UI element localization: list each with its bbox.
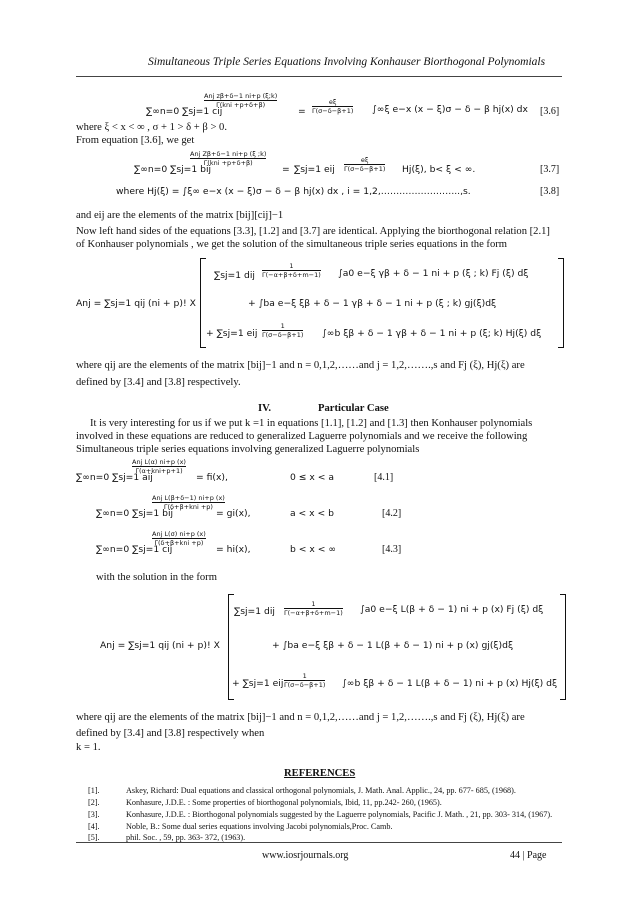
para3-line2: involved in these equations are reduced to generalized Laguerre polynomials and we receive the following [76, 431, 528, 442]
para4-line2: defined by [3.4] and [3.8] respectively when [76, 728, 265, 739]
references-heading: REFERENCES [284, 768, 356, 779]
reference-number: [5]. [88, 833, 100, 842]
eq43-numerator: Anj L(σ) ni+p (x) [152, 530, 206, 538]
eq36-integral: ∫∞ξ e−x (x − ξ)σ − δ − β hj(x) dx [372, 104, 528, 115]
where-line-1: where ξ < x < ∞ , σ + 1 > δ + β > 0. [76, 122, 228, 133]
eq36-rhs-denominator: Γ(σ−δ−β+1) [312, 107, 354, 115]
footer-rule [76, 842, 562, 843]
sol1-row2: + ∫ba e−ξ ξβ + δ − 1 γβ + δ − 1 ni + p (ξ ; k) gj(ξ)dξ [248, 298, 497, 309]
para1-line3: of Konhauser polynomials , we get the solution of the simultaneous triple series equations in the form [76, 239, 508, 250]
eq36-fraction [204, 92, 277, 109]
sol1-row3-integral: ∫∞b ξβ + δ − 1 γβ + δ − 1 ni + p (ξ; k) Hj(ξ) dξ [322, 328, 542, 339]
reference-text: Askey, Richard: Dual equations and classical orthogonal polynomials, J. Math. Anal. Applic., 24, pp. 677- 685, (1968). [126, 786, 516, 795]
eq36-rhs-numerator: eξ [328, 98, 337, 106]
sol2-row1-integral: ∫a0 e−ξ L(β + δ − 1) ni + p (x) Fj (ξ) dξ [360, 604, 544, 615]
reference-text: Noble, B.: Some dual series equations involving Jacobi polynomials,Proc. Camb. [126, 822, 393, 831]
eq41-denominator: Γ(α+kni+p+1) [135, 467, 183, 475]
eq42-condition: a < x < b [290, 508, 334, 519]
sol2-row2: + ∫ba e−ξ ξβ + δ − 1 L(β + δ − 1) ni + p (x) gj(ξ)dξ [272, 640, 514, 651]
sol1-row3-denominator: Γ(σ−δ−β+1) [262, 331, 304, 339]
para3-line1: It is very interesting for us if we put k =1 in equations [1.1], [1.2] and [1.3] then Konhauser polynomials [90, 418, 533, 429]
sol2-row3-numerator: 1 [302, 672, 307, 680]
eq37-sum: ∑∞n=0 ∑sj=1 bij [134, 164, 212, 175]
reference-text: Konhasure, J.D.E. : Biorthogonal polynomials suggested by the Laguerre polynomials, Pacific J. Math. , 21, pp. 303- 314, (1967). [126, 810, 553, 819]
para3-line3: Simultaneous triple series equations involving generalized Laguerre polynomials [76, 444, 420, 455]
reference-text: Konhasure, J.D.E. : Some properties of biorthogonal polynomials, Ibid, 11, pp.242- 260, (1965). [126, 798, 442, 807]
sol2-row3-fraction [284, 672, 325, 689]
eq37-numerator: Anj Zβ+δ−1 ni+p (ξ ;k) [190, 150, 267, 158]
eq42-rhs: = gi(x), [216, 508, 251, 519]
eq37-rhs-sum: ∑sj=1 eij [294, 164, 335, 175]
eq43-sum: ∑∞n=0 ∑sj=1 cij [96, 544, 173, 555]
eq41-tag: [4.1] [374, 472, 394, 483]
sol1-row3-fraction [262, 322, 303, 339]
sol2-row1-sum: ∑sj=1 dij [234, 606, 275, 617]
from-line: From equation [3.6], we get [76, 135, 195, 146]
reference-text: phil. Soc. , 59, pp. 363- 372, (1963). [126, 833, 246, 842]
eq37-denominator: Γ(kni +p+δ+β) [203, 159, 253, 167]
para1-line2: Now left hand sides of the equations [3.3], [1.2] and [3.7] are identical. Applying the biorthogonal relation [2.1] [76, 226, 550, 237]
eq38-text: where Hj(ξ) = ∫ξ∞ e−x (x − ξ)σ − δ − β hj(x) dx , i = 1,2,……………………..,s. [116, 186, 471, 197]
eq42-denominator: Γ(δ+β+kni +p) [163, 503, 213, 511]
eq37-rhs-numerator: eξ [360, 156, 369, 164]
eq43-condition: b < x < ∞ [290, 544, 337, 555]
para2-line2: defined by [3.4] and [3.8] respectively. [76, 377, 241, 388]
para2-line1: where qij are the elements of the matrix [bij]−1 and n = 0,1,2,……and j = 1,2,…….,s and Fj (ξ), Hj(ξ) are [76, 360, 525, 371]
sol2-row1-numerator: 1 [311, 600, 316, 608]
footer-url[interactable]: www.iosrjournals.org [262, 850, 349, 861]
eq37-rhs-denominator: Γ(σ−δ−β+1) [344, 165, 386, 173]
eq42-fraction [152, 494, 225, 511]
right-bracket [560, 594, 566, 700]
sol2-lhs: Anj = ∑sj=1 qij (ni + p)! X [100, 640, 220, 651]
sol2-row1-fraction [284, 600, 343, 617]
sol2-row1-denominator: Γ(−α+β+δ+m−1) [284, 609, 343, 617]
eq42-tag: [4.2] [382, 508, 402, 519]
reference-number: [3]. [88, 810, 100, 819]
page-number: 44 | Page [510, 850, 547, 861]
eq41-rhs: = fi(x), [196, 472, 228, 483]
eq36-tag: [3.6] [540, 106, 560, 117]
sol1-row1-denominator: Γ(−α+β+δ+m−1) [262, 271, 321, 279]
sol2-row3-denominator: Γ(σ−δ−β+1) [284, 681, 326, 689]
eq37-rhs-fraction [344, 156, 385, 173]
eq41-numerator: Anj L(α) ni+p (x) [132, 458, 186, 466]
reference-number: [2]. [88, 798, 100, 807]
sol1-lhs: Anj = ∑sj=1 qij (ni + p)! X [76, 298, 196, 309]
sol1-row1-fraction [262, 262, 321, 279]
sol2-row3-sum: + ∑sj=1 eij [232, 678, 284, 689]
eq36-equals: = [298, 106, 306, 117]
sol1-row3-numerator: 1 [280, 322, 285, 330]
eq37-fraction [190, 150, 266, 167]
section-title: Particular Case [318, 403, 389, 414]
eq43-denominator: Γ(δ+β+kni +p) [154, 539, 204, 547]
eq36-rhs-fraction [312, 98, 353, 115]
reference-number: [1]. [88, 786, 100, 795]
eq36-denominator: Γ(kni +p+δ+β) [216, 101, 266, 109]
para4-line1: where qij are the elements of the matrix [bij]−1 and n = 0,1,2,……and j = 1,2,…….,s and Fj (ξ), Hj(ξ) are [76, 712, 525, 723]
eq41-sum: ∑∞n=0 ∑sj=1 aij [76, 472, 153, 483]
right-bracket [558, 258, 564, 348]
eq42-numerator: Anj L(β+δ−1) ni+p (x) [152, 494, 225, 502]
eq37-equals: = [282, 164, 290, 175]
eq36-numerator: Anj zβ+δ−1 ni+p (ξ;k) [204, 92, 278, 100]
sol1-row1-integral: ∫a0 e−ξ γβ + δ − 1 ni + p (ξ ; k) Fj (ξ) dξ [338, 268, 529, 279]
para1-line1: and eij are the elements of the matrix [bij][cij]−1 [76, 210, 284, 221]
eq37-tail: Hj(ξ), b< ξ < ∞. [402, 164, 476, 175]
eq41-fraction [132, 458, 186, 475]
section-number: IV. [258, 403, 272, 414]
sol1-row1-sum: ∑sj=1 dij [214, 270, 255, 281]
running-title: Simultaneous Triple Series Equations Involving Konhauser Biorthogonal Polynomials [148, 56, 546, 68]
sol1-row3-sum: + ∑sj=1 eij [206, 328, 258, 339]
sol1-row1-numerator: 1 [289, 262, 294, 270]
header-rule [76, 76, 562, 77]
eq41-condition: 0 ≤ x < a [290, 472, 334, 483]
eq43-tag: [4.3] [382, 544, 402, 555]
eq37-tag: [3.7] [540, 164, 560, 175]
para4-line3: k = 1. [76, 742, 101, 753]
reference-number: [4]. [88, 822, 100, 831]
with-solution-line: with the solution in the form [96, 572, 217, 583]
sol2-row3-integral: ∫∞b ξβ + δ − 1 L(β + δ − 1) ni + p (x) Hj(ξ) dξ [342, 678, 558, 689]
eq42-sum: ∑∞n=0 ∑sj=1 bij [96, 508, 174, 519]
eq36-sum: ∑∞n=0 ∑sj=1 cij [146, 106, 223, 117]
eq43-rhs: = hi(x), [216, 544, 251, 555]
eq43-fraction [152, 530, 206, 547]
eq38-tag: [3.8] [540, 186, 560, 197]
